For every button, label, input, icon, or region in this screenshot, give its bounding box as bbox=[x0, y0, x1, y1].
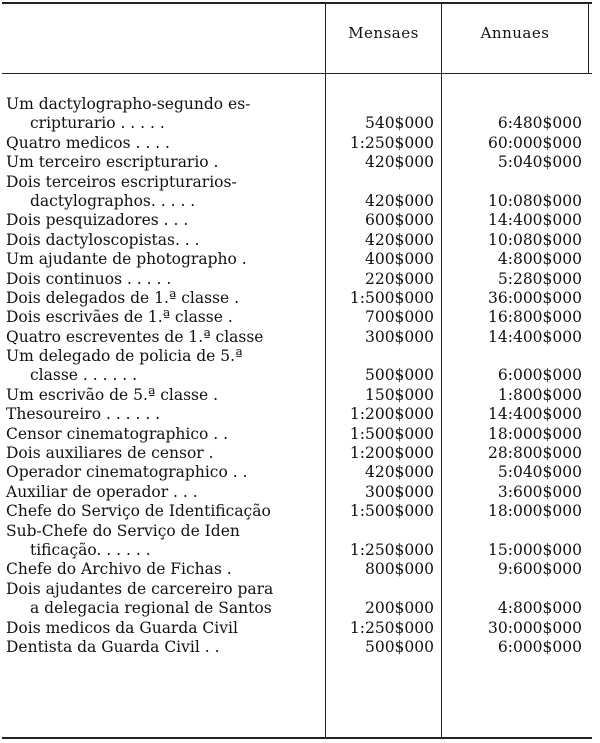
table-body bbox=[0, 95, 600, 657]
table-row bbox=[0, 580, 600, 599]
annual-value: 5:040$000 bbox=[497, 153, 582, 172]
table-row bbox=[0, 289, 600, 308]
table-row bbox=[0, 231, 600, 250]
table-row bbox=[0, 250, 600, 269]
monthly-value: 400$000 bbox=[364, 250, 434, 269]
row-label: Dois escrivães de 1.ª classe . bbox=[6, 308, 233, 327]
table-row bbox=[0, 541, 600, 560]
monthly-value: 500$000 bbox=[364, 366, 434, 385]
monthly-value: 540$000 bbox=[364, 114, 434, 133]
annual-value: 14:400$000 bbox=[488, 211, 582, 230]
monthly-value: 220$000 bbox=[364, 269, 434, 288]
annual-value: 6:000$000 bbox=[497, 637, 582, 656]
table-row bbox=[0, 95, 600, 114]
table-row bbox=[0, 386, 600, 405]
annual-value: 14:400$000 bbox=[488, 405, 582, 424]
annual-value: 14:400$000 bbox=[488, 327, 582, 346]
annual-value: 5:280$000 bbox=[497, 269, 582, 288]
monthly-value: 1:250$000 bbox=[349, 133, 434, 152]
table-bottom-rule bbox=[2, 737, 592, 739]
row-label: Censor cinematographico . . bbox=[6, 424, 229, 443]
row-label: Um dactylographo-segundo es- bbox=[6, 95, 251, 113]
table-row bbox=[0, 444, 600, 463]
monthly-value: 300$000 bbox=[364, 327, 434, 346]
row-label: Thesoureiro . . . . . . bbox=[6, 405, 161, 424]
table-row bbox=[0, 192, 600, 211]
monthly-value: 1:500$000 bbox=[349, 424, 434, 443]
header-rule bbox=[2, 73, 592, 74]
annual-value: 4:800$000 bbox=[497, 599, 582, 618]
table-row bbox=[0, 114, 600, 133]
monthly-value: 500$000 bbox=[364, 637, 434, 656]
monthly-value: 300$000 bbox=[364, 482, 434, 501]
monthly-value: 800$000 bbox=[364, 560, 434, 579]
row-label: Dois medicos da Guarda Civil bbox=[6, 618, 238, 637]
table-row bbox=[0, 483, 600, 502]
annual-value: 5:040$000 bbox=[497, 463, 582, 482]
table-row bbox=[0, 502, 600, 521]
annual-value: 15:000$000 bbox=[488, 540, 582, 559]
column-divider-3 bbox=[588, 2, 589, 73]
row-label: Auxiliar de operador . . . bbox=[6, 482, 198, 501]
monthly-value: 420$000 bbox=[364, 230, 434, 249]
row-label: a delegacia regional de Santos bbox=[30, 599, 272, 618]
table-row bbox=[0, 328, 600, 347]
row-label: Dois continuos . . . . . bbox=[6, 269, 172, 288]
table-row bbox=[0, 425, 600, 444]
row-label: Dois pesquizadores . . . bbox=[6, 211, 189, 230]
annual-value: 36:000$000 bbox=[488, 288, 582, 307]
table-row bbox=[0, 134, 600, 153]
row-label: Dois ajudantes de carcereiro para bbox=[6, 579, 274, 598]
row-label: Dois dactyloscopistas. . . bbox=[6, 230, 200, 249]
row-label: Dois auxiliares de censor . bbox=[6, 444, 214, 463]
annual-value: 16:800$000 bbox=[488, 308, 582, 327]
row-label: Um escrivão de 5.ª classe . bbox=[6, 385, 219, 404]
table-top-rule bbox=[2, 2, 592, 4]
monthly-value: 1:500$000 bbox=[349, 288, 434, 307]
monthly-value: 600$000 bbox=[364, 211, 434, 230]
row-label: Um ajudante de photographo . bbox=[6, 250, 247, 269]
row-label: cripturario . . . . . bbox=[30, 114, 165, 133]
row-label: Dois delegados de 1.ª classe . bbox=[6, 288, 240, 307]
row-label: Quatro medicos . . . . bbox=[6, 133, 170, 152]
monthly-value: 1:250$000 bbox=[349, 618, 434, 637]
monthly-value: 420$000 bbox=[364, 153, 434, 172]
monthly-value: 420$000 bbox=[364, 191, 434, 210]
row-label: classe . . . . . . bbox=[30, 366, 138, 385]
monthly-value: 700$000 bbox=[364, 308, 434, 327]
monthly-value: 1:200$000 bbox=[349, 444, 434, 463]
annual-value: 28:800$000 bbox=[488, 444, 582, 463]
monthly-value: 150$000 bbox=[364, 385, 434, 404]
annual-value: 10:080$000 bbox=[488, 230, 582, 249]
annual-value: 30:000$000 bbox=[488, 618, 582, 637]
table-row bbox=[0, 599, 600, 618]
table-row bbox=[0, 366, 600, 385]
table-row bbox=[0, 619, 600, 638]
row-label: Chefe do Serviço de Identificação bbox=[6, 502, 271, 521]
annual-value: 9:600$000 bbox=[497, 560, 582, 579]
row-label: Operador cinematographico . . bbox=[6, 463, 248, 482]
annual-value: 3:600$000 bbox=[497, 482, 582, 501]
annual-value: 6:480$000 bbox=[497, 114, 582, 133]
column-header-monthly: Mensaes bbox=[348, 24, 419, 42]
annual-value: 18:000$000 bbox=[488, 502, 582, 521]
monthly-value: 1:500$000 bbox=[349, 502, 434, 521]
annual-value: 60:000$000 bbox=[488, 133, 582, 152]
row-label: Chefe do Archivo de Fichas . bbox=[6, 560, 232, 579]
annual-value: 6:000$000 bbox=[497, 366, 582, 385]
row-label: dactylographos. . . . . bbox=[30, 191, 196, 210]
row-label: Um delegado de policia de 5.ª bbox=[6, 347, 243, 366]
table-row bbox=[0, 173, 600, 192]
row-label: Sub-Chefe do Serviço de Iden bbox=[6, 521, 240, 540]
monthly-value: 420$000 bbox=[364, 463, 434, 482]
annual-value: 1:800$000 bbox=[497, 385, 582, 404]
table-row bbox=[0, 560, 600, 579]
table-row bbox=[0, 463, 600, 482]
table-row bbox=[0, 522, 600, 541]
row-label: Quatro escreventes de 1.ª classe bbox=[6, 327, 264, 346]
monthly-value: 200$000 bbox=[364, 599, 434, 618]
table-row bbox=[0, 638, 600, 657]
column-header-annual: Annuaes bbox=[480, 24, 550, 42]
table-row bbox=[0, 270, 600, 289]
monthly-value: 1:200$000 bbox=[349, 405, 434, 424]
annual-value: 18:000$000 bbox=[488, 424, 582, 443]
monthly-value: 1:250$000 bbox=[349, 540, 434, 559]
table-row bbox=[0, 347, 600, 366]
row-label: Dentista da Guarda Civil . . bbox=[6, 637, 220, 656]
row-label: tificação. . . . . . bbox=[30, 540, 151, 559]
table-row bbox=[0, 211, 600, 230]
annual-value: 10:080$000 bbox=[488, 191, 582, 210]
table-row bbox=[0, 308, 600, 327]
row-label: Dois terceiros escripturarios- bbox=[6, 172, 237, 191]
table-row bbox=[0, 405, 600, 424]
row-label: Um terceiro escripturario . bbox=[6, 153, 219, 172]
annual-value: 4:800$000 bbox=[497, 250, 582, 269]
table-row bbox=[0, 153, 600, 172]
